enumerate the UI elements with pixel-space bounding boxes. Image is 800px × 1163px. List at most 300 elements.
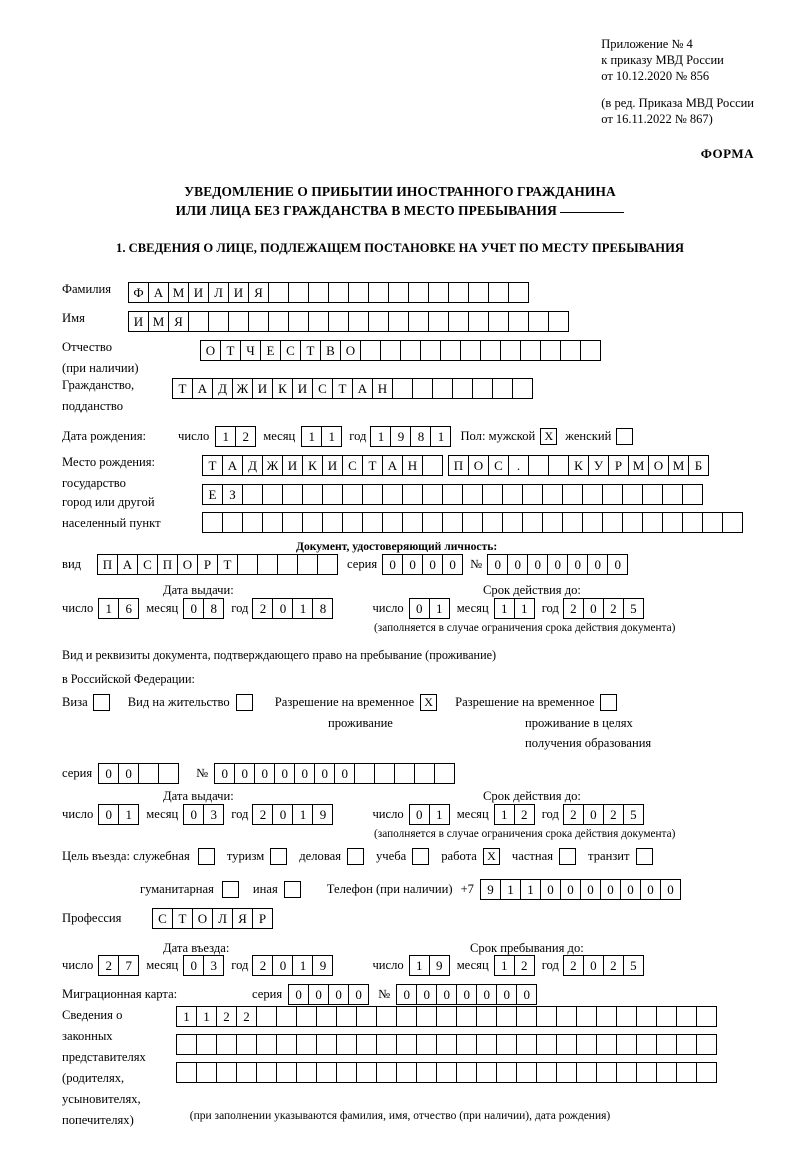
cell[interactable] (414, 763, 435, 784)
legal-rep-input-row3[interactable] (176, 1062, 716, 1083)
cell[interactable] (502, 512, 523, 533)
cell[interactable]: 0 (442, 554, 463, 575)
cell[interactable] (596, 1034, 617, 1055)
cell[interactable] (422, 455, 443, 476)
cell[interactable] (236, 1062, 257, 1083)
cell[interactable]: 2 (603, 598, 624, 619)
cell[interactable]: 7 (118, 955, 139, 976)
residence-permit-checkbox[interactable] (236, 694, 253, 711)
cell[interactable]: 0 (600, 879, 621, 900)
cell[interactable]: 2 (252, 598, 273, 619)
cell[interactable] (400, 340, 421, 361)
cell[interactable]: Н (402, 455, 423, 476)
cell[interactable] (542, 512, 563, 533)
cell[interactable]: 0 (540, 879, 561, 900)
cell[interactable] (520, 340, 541, 361)
cell[interactable] (308, 311, 329, 332)
cell[interactable]: 0 (334, 763, 355, 784)
cell[interactable]: 0 (396, 984, 417, 1005)
cell[interactable]: 9 (480, 879, 501, 900)
cell[interactable] (322, 484, 343, 505)
citizenship-input[interactable] (172, 378, 532, 399)
cell[interactable] (256, 1006, 277, 1027)
cell[interactable]: В (320, 340, 341, 361)
cell[interactable] (158, 763, 179, 784)
cell[interactable]: 0 (496, 984, 517, 1005)
cell[interactable] (662, 484, 683, 505)
cell[interactable] (462, 512, 483, 533)
cell[interactable]: М (168, 282, 189, 303)
cell[interactable]: 0 (274, 763, 295, 784)
cell[interactable]: 2 (252, 804, 273, 825)
cell[interactable]: 9 (429, 955, 450, 976)
cell[interactable] (138, 763, 159, 784)
cell[interactable] (616, 1034, 637, 1055)
cell[interactable] (562, 512, 583, 533)
purpose-service-checkbox[interactable] (198, 848, 215, 865)
cell[interactable]: 1 (429, 804, 450, 825)
entry-month-input[interactable] (183, 955, 223, 976)
cell[interactable] (354, 763, 375, 784)
cell[interactable] (536, 1006, 557, 1027)
cell[interactable]: К (302, 455, 323, 476)
cell[interactable] (282, 512, 303, 533)
cell[interactable] (662, 512, 683, 533)
cell[interactable] (420, 340, 441, 361)
cell[interactable] (642, 484, 663, 505)
cell[interactable] (456, 1034, 477, 1055)
cell[interactable] (342, 484, 363, 505)
cell[interactable]: 0 (234, 763, 255, 784)
cell[interactable] (636, 1062, 657, 1083)
cell[interactable] (476, 1062, 497, 1083)
cell[interactable] (522, 512, 543, 533)
cell[interactable] (336, 1062, 357, 1083)
cell[interactable] (302, 484, 323, 505)
cell[interactable]: 0 (660, 879, 681, 900)
cell[interactable]: 0 (547, 554, 568, 575)
cell[interactable]: 1 (292, 955, 313, 976)
cell[interactable]: 0 (607, 554, 628, 575)
cell[interactable]: О (200, 340, 221, 361)
birthplace-city-input-row2[interactable] (202, 484, 702, 505)
cell[interactable] (462, 484, 483, 505)
purpose-transit-checkbox[interactable] (636, 848, 653, 865)
profession-input[interactable] (152, 908, 272, 929)
cell[interactable] (436, 1006, 457, 1027)
cell[interactable] (488, 311, 509, 332)
cell[interactable] (222, 512, 243, 533)
migration-series-input[interactable] (288, 984, 368, 1005)
cell[interactable] (500, 340, 521, 361)
cell[interactable]: 0 (436, 984, 457, 1005)
cell[interactable] (448, 311, 469, 332)
cell[interactable]: Е (260, 340, 281, 361)
cell[interactable]: 3 (203, 804, 224, 825)
cell[interactable] (394, 763, 415, 784)
cell[interactable] (348, 311, 369, 332)
cell[interactable] (408, 311, 429, 332)
cell[interactable] (560, 340, 581, 361)
cell[interactable] (176, 1034, 197, 1055)
cell[interactable] (388, 282, 409, 303)
permit-series-input[interactable] (98, 763, 178, 784)
cell[interactable] (512, 378, 533, 399)
cell[interactable]: 1 (494, 598, 515, 619)
cell[interactable] (402, 484, 423, 505)
cell[interactable]: А (352, 378, 373, 399)
cell[interactable] (268, 282, 289, 303)
cell[interactable] (348, 282, 369, 303)
cell[interactable] (336, 1006, 357, 1027)
cell[interactable] (488, 282, 509, 303)
cell[interactable]: 0 (409, 598, 430, 619)
cell[interactable] (416, 1006, 437, 1027)
cell[interactable]: А (117, 554, 138, 575)
cell[interactable]: 0 (640, 879, 661, 900)
cell[interactable] (428, 311, 449, 332)
cell[interactable]: 0 (476, 984, 497, 1005)
cell[interactable] (642, 512, 663, 533)
cell[interactable]: А (148, 282, 169, 303)
doc-issue-day-input[interactable] (98, 598, 138, 619)
cell[interactable] (576, 1062, 597, 1083)
cell[interactable] (388, 311, 409, 332)
cell[interactable] (542, 484, 563, 505)
purpose-work-checkbox[interactable]: X (483, 848, 500, 865)
cell[interactable]: 2 (563, 955, 584, 976)
cell[interactable] (296, 1062, 317, 1083)
cell[interactable]: Д (212, 378, 233, 399)
cell[interactable] (328, 282, 349, 303)
cell[interactable]: 0 (456, 984, 477, 1005)
cell[interactable] (362, 484, 383, 505)
temp-residence-checkbox[interactable]: X (420, 694, 437, 711)
cell[interactable] (297, 554, 318, 575)
cell[interactable] (356, 1006, 377, 1027)
cell[interactable]: О (192, 908, 213, 929)
cell[interactable] (516, 1062, 537, 1083)
cell[interactable]: Я (248, 282, 269, 303)
cell[interactable]: 0 (328, 984, 349, 1005)
cell[interactable] (556, 1006, 577, 1027)
cell[interactable]: Т (172, 378, 193, 399)
sex-male-checkbox[interactable]: X (540, 428, 557, 445)
cell[interactable] (228, 311, 249, 332)
cell[interactable] (216, 1062, 237, 1083)
cell[interactable]: С (152, 908, 173, 929)
cell[interactable] (682, 512, 703, 533)
cell[interactable]: Т (362, 455, 383, 476)
cell[interactable] (456, 1006, 477, 1027)
cell[interactable] (316, 1034, 337, 1055)
visa-checkbox[interactable] (93, 694, 110, 711)
cell[interactable]: У (588, 455, 609, 476)
cell[interactable]: 3 (203, 955, 224, 976)
cell[interactable] (396, 1062, 417, 1083)
cell[interactable]: 1 (370, 426, 391, 447)
cell[interactable] (682, 484, 703, 505)
cell[interactable] (522, 484, 543, 505)
cell[interactable]: З (222, 484, 243, 505)
cell[interactable]: М (148, 311, 169, 332)
cell[interactable]: О (648, 455, 669, 476)
cell[interactable]: 1 (494, 804, 515, 825)
cell[interactable] (616, 1006, 637, 1027)
cell[interactable]: 8 (203, 598, 224, 619)
cell[interactable] (602, 484, 623, 505)
cell[interactable] (656, 1034, 677, 1055)
cell[interactable]: 1 (429, 598, 450, 619)
cell[interactable]: И (282, 455, 303, 476)
cell[interactable]: Ж (262, 455, 283, 476)
cell[interactable] (434, 763, 455, 784)
cell[interactable] (702, 512, 723, 533)
cell[interactable] (328, 311, 349, 332)
purpose-business-checkbox[interactable] (347, 848, 364, 865)
cell[interactable]: Я (168, 311, 189, 332)
cell[interactable]: 1 (301, 426, 322, 447)
cell[interactable] (576, 1034, 597, 1055)
cell[interactable] (436, 1034, 457, 1055)
cell[interactable] (296, 1034, 317, 1055)
cell[interactable] (636, 1006, 657, 1027)
cell[interactable] (440, 340, 461, 361)
cell[interactable]: Е (202, 484, 223, 505)
cell[interactable]: С (137, 554, 158, 575)
cell[interactable]: Т (172, 908, 193, 929)
cell[interactable]: Т (300, 340, 321, 361)
cell[interactable] (676, 1006, 697, 1027)
purpose-other-checkbox[interactable] (284, 881, 301, 898)
cell[interactable]: Т (332, 378, 353, 399)
cell[interactable] (408, 282, 429, 303)
cell[interactable] (316, 1062, 337, 1083)
cell[interactable] (502, 484, 523, 505)
cell[interactable] (548, 455, 569, 476)
cell[interactable] (356, 1034, 377, 1055)
cell[interactable]: Б (688, 455, 709, 476)
cell[interactable]: 1 (196, 1006, 217, 1027)
cell[interactable] (302, 512, 323, 533)
cell[interactable]: 1 (292, 804, 313, 825)
birth-year-input[interactable] (370, 426, 450, 447)
patronymic-input[interactable] (200, 340, 600, 361)
cell[interactable]: 5 (623, 598, 644, 619)
cell[interactable] (282, 484, 303, 505)
cell[interactable] (248, 311, 269, 332)
doc-valid-month-input[interactable] (494, 598, 534, 619)
cell[interactable] (242, 512, 263, 533)
cell[interactable]: Ф (128, 282, 149, 303)
cell[interactable] (237, 554, 258, 575)
cell[interactable] (276, 1062, 297, 1083)
cell[interactable]: 2 (235, 426, 256, 447)
cell[interactable]: Н (372, 378, 393, 399)
cell[interactable] (528, 311, 549, 332)
cell[interactable]: 2 (236, 1006, 257, 1027)
migration-number-input[interactable] (396, 984, 536, 1005)
cell[interactable] (516, 1034, 537, 1055)
doc-issue-month-input[interactable] (183, 598, 223, 619)
cell[interactable] (492, 378, 513, 399)
cell[interactable] (202, 512, 223, 533)
phone-input[interactable] (480, 879, 680, 900)
cell[interactable]: 0 (183, 598, 204, 619)
legal-rep-input-row2[interactable] (176, 1034, 716, 1055)
cell[interactable] (376, 1034, 397, 1055)
cell[interactable] (616, 1062, 637, 1083)
cell[interactable]: С (342, 455, 363, 476)
cell[interactable]: . (508, 455, 529, 476)
cell[interactable]: 1 (520, 879, 541, 900)
cell[interactable] (482, 512, 503, 533)
cell[interactable] (262, 484, 283, 505)
stay-day-input[interactable] (409, 955, 449, 976)
cell[interactable] (676, 1062, 697, 1083)
cell[interactable]: 1 (215, 426, 236, 447)
cell[interactable] (288, 311, 309, 332)
cell[interactable] (436, 1062, 457, 1083)
cell[interactable]: И (322, 455, 343, 476)
cell[interactable]: 2 (603, 955, 624, 976)
doctype-input[interactable] (97, 554, 337, 575)
cell[interactable] (516, 1006, 537, 1027)
cell[interactable]: 0 (409, 804, 430, 825)
cell[interactable] (476, 1006, 497, 1027)
cell[interactable] (480, 340, 501, 361)
cell[interactable]: Д (242, 455, 263, 476)
cell[interactable] (596, 1062, 617, 1083)
cell[interactable]: 1 (430, 426, 451, 447)
entry-day-input[interactable] (98, 955, 138, 976)
cell[interactable] (342, 512, 363, 533)
cell[interactable]: 0 (314, 763, 335, 784)
cell[interactable]: Я (232, 908, 253, 929)
cell[interactable] (317, 554, 338, 575)
cell[interactable] (256, 1034, 277, 1055)
cell[interactable]: 0 (507, 554, 528, 575)
cell[interactable] (428, 282, 449, 303)
permit-issue-day-input[interactable] (98, 804, 138, 825)
cell[interactable]: 2 (514, 804, 535, 825)
purpose-study-checkbox[interactable] (412, 848, 429, 865)
cell[interactable]: 1 (321, 426, 342, 447)
cell[interactable]: 1 (409, 955, 430, 976)
cell[interactable] (242, 484, 263, 505)
cell[interactable]: 9 (312, 955, 333, 976)
cell[interactable]: Р (197, 554, 218, 575)
cell[interactable] (256, 1062, 277, 1083)
sex-female-checkbox[interactable] (616, 428, 633, 445)
permit-issue-month-input[interactable] (183, 804, 223, 825)
permit-valid-day-input[interactable] (409, 804, 449, 825)
cell[interactable]: И (252, 378, 273, 399)
cell[interactable]: 2 (252, 955, 273, 976)
cell[interactable]: А (192, 378, 213, 399)
cell[interactable] (412, 378, 433, 399)
cell[interactable]: 0 (583, 598, 604, 619)
cell[interactable] (696, 1062, 717, 1083)
doc-valid-day-input[interactable] (409, 598, 449, 619)
cell[interactable] (336, 1034, 357, 1055)
cell[interactable] (176, 1062, 197, 1083)
cell[interactable] (208, 311, 229, 332)
cell[interactable] (536, 1062, 557, 1083)
cell[interactable]: Л (212, 908, 233, 929)
cell[interactable] (656, 1006, 677, 1027)
cell[interactable] (472, 378, 493, 399)
legal-rep-input-row1[interactable] (176, 1006, 716, 1027)
cell[interactable] (540, 340, 561, 361)
cell[interactable]: С (312, 378, 333, 399)
cell[interactable] (277, 554, 298, 575)
cell[interactable]: К (568, 455, 589, 476)
cell[interactable]: 0 (272, 598, 293, 619)
cell[interactable]: 1 (494, 955, 515, 976)
cell[interactable] (196, 1034, 217, 1055)
cell[interactable] (622, 512, 643, 533)
cell[interactable] (382, 512, 403, 533)
cell[interactable]: Р (252, 908, 273, 929)
cell[interactable] (452, 378, 473, 399)
cell[interactable] (368, 311, 389, 332)
cell[interactable] (468, 311, 489, 332)
cell[interactable] (360, 340, 381, 361)
cell[interactable] (496, 1034, 517, 1055)
cell[interactable]: 0 (583, 804, 604, 825)
cell[interactable]: 5 (623, 955, 644, 976)
birthplace-state-input[interactable] (202, 455, 708, 476)
purpose-tourism-checkbox[interactable] (270, 848, 287, 865)
cell[interactable] (576, 1006, 597, 1027)
birthplace-city-input-row3[interactable] (202, 512, 742, 533)
cell[interactable] (308, 282, 329, 303)
cell[interactable]: 0 (272, 955, 293, 976)
cell[interactable] (216, 1034, 237, 1055)
cell[interactable]: 0 (254, 763, 275, 784)
cell[interactable]: 0 (560, 879, 581, 900)
cell[interactable]: 5 (623, 804, 644, 825)
cell[interactable]: 1 (500, 879, 521, 900)
cell[interactable]: 0 (587, 554, 608, 575)
cell[interactable]: П (97, 554, 118, 575)
cell[interactable] (356, 1062, 377, 1083)
cell[interactable]: Л (208, 282, 229, 303)
cell[interactable]: 0 (214, 763, 235, 784)
cell[interactable] (468, 282, 489, 303)
cell[interactable]: Р (608, 455, 629, 476)
cell[interactable]: И (188, 282, 209, 303)
cell[interactable] (316, 1006, 337, 1027)
cell[interactable] (476, 1034, 497, 1055)
cell[interactable] (276, 1034, 297, 1055)
cell[interactable]: 1 (98, 598, 119, 619)
permit-valid-month-input[interactable] (494, 804, 534, 825)
cell[interactable]: Т (217, 554, 238, 575)
cell[interactable] (416, 1034, 437, 1055)
cell[interactable]: 0 (288, 984, 309, 1005)
cell[interactable] (257, 554, 278, 575)
cell[interactable]: С (488, 455, 509, 476)
cell[interactable]: 1 (292, 598, 313, 619)
cell[interactable]: 2 (603, 804, 624, 825)
cell[interactable] (508, 311, 529, 332)
cell[interactable] (536, 1034, 557, 1055)
cell[interactable]: 2 (563, 598, 584, 619)
cell[interactable]: 9 (312, 804, 333, 825)
cell[interactable]: 2 (514, 955, 535, 976)
